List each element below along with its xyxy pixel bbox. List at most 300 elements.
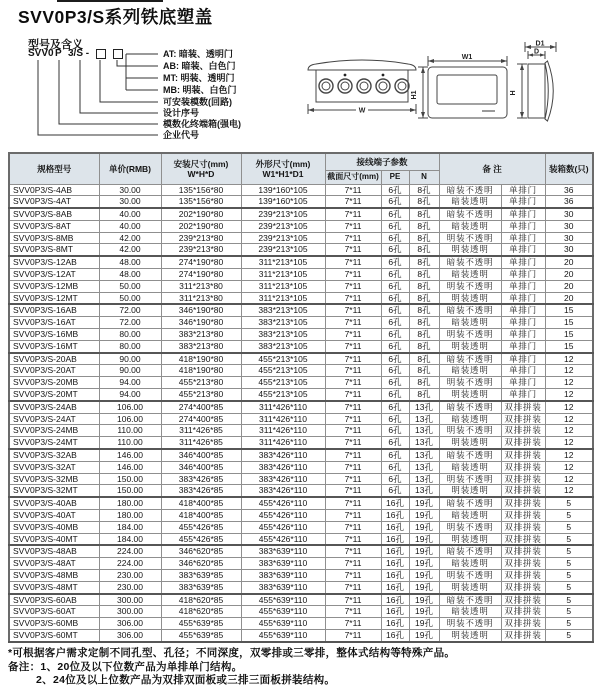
door-type-cell: 双排拼装 <box>501 545 545 557</box>
n-cell: 19孔 <box>409 629 439 641</box>
price-cell: 224.00 <box>99 545 161 557</box>
model-cell: SVV0P3/S-48MT <box>9 581 99 593</box>
install-size-cell: 274*400*85 <box>161 413 241 425</box>
model-cell: SVV0P3/S-24AT <box>9 413 99 425</box>
model-cell: SVV0P3/S-12MT <box>9 292 99 304</box>
price-cell: 80.00 <box>99 329 161 341</box>
n-cell: 19孔 <box>409 606 439 618</box>
price-cell: 94.00 <box>99 377 161 389</box>
door-type-cell: 双排拼装 <box>501 594 545 606</box>
n-cell: 8孔 <box>409 184 439 196</box>
overall-size-cell: 455*213*105 <box>241 377 325 389</box>
n-cell: 13孔 <box>409 413 439 425</box>
door-type-cell: 单排门 <box>501 256 545 268</box>
mount-type-cell: 暗装不透明 <box>439 594 501 606</box>
qty-cell: 12 <box>545 413 593 425</box>
door-type-cell: 单排门 <box>501 269 545 281</box>
mount-type-cell: 明装透明 <box>439 244 501 256</box>
overall-size-cell: 311*426*110 <box>241 425 325 437</box>
col-header-overall-size <box>241 153 325 184</box>
n-cell: 13孔 <box>409 461 439 473</box>
overall-size-cell: 311*213*105 <box>241 269 325 281</box>
n-cell: 19孔 <box>409 558 439 570</box>
door-type-cell: 双排拼装 <box>501 570 545 582</box>
model-cell: SVV0P3/S-60MB <box>9 618 99 630</box>
price-cell: 80.00 <box>99 340 161 352</box>
price-cell: 72.00 <box>99 317 161 329</box>
mount-type-cell: 暗装透明 <box>439 461 501 473</box>
overall-size-cell: 383*426*110 <box>241 473 325 485</box>
install-size-cell: 383*426*85 <box>161 485 241 497</box>
model-cell: SVV0P3/S-8MB <box>9 232 99 244</box>
table-row <box>9 629 593 641</box>
install-size-cell: 455*426*85 <box>161 533 241 545</box>
overall-size-cell: 139*160*105 <box>241 196 325 208</box>
mount-type-cell: 暗装不透明 <box>439 449 501 461</box>
pe-cell: 6孔 <box>381 220 409 232</box>
install-size-cell: 455*426*85 <box>161 521 241 533</box>
table-row <box>9 485 593 497</box>
install-size-cell: 455*639*85 <box>161 618 241 630</box>
door-type-cell: 双排拼装 <box>501 425 545 437</box>
table-row <box>9 208 593 220</box>
model-tree-label: MB: 明装、白色门 <box>163 85 237 95</box>
install-size-cell: 311*213*80 <box>161 280 241 292</box>
install-size-cell: 274*400*85 <box>161 401 241 413</box>
overall-size-cell: 311*426*110 <box>241 437 325 449</box>
qty-cell: 20 <box>545 269 593 281</box>
model-tree-label: 设计序号 <box>163 108 200 118</box>
install-size-cell: 346*620*85 <box>161 558 241 570</box>
section-size-cell: 7*11 <box>325 618 381 630</box>
table-row <box>9 389 593 401</box>
qty-cell: 5 <box>545 629 593 641</box>
mount-type-cell: 暗装不透明 <box>439 545 501 557</box>
qty-cell: 36 <box>545 184 593 196</box>
overall-size-cell: 455*426*110 <box>241 521 325 533</box>
section-size-cell: 7*11 <box>325 269 381 281</box>
price-cell: 300.00 <box>99 594 161 606</box>
n-cell: 13孔 <box>409 425 439 437</box>
door-type-cell: 单排门 <box>501 196 545 208</box>
mount-type-cell: 明装透明 <box>439 629 501 641</box>
overall-size-cell: 383*426*110 <box>241 461 325 473</box>
code-token-series: P <box>55 48 62 59</box>
qty-cell: 5 <box>545 533 593 545</box>
overall-size-cell: 455*426*110 <box>241 497 325 509</box>
table-row <box>9 618 593 630</box>
scan-artifact-line <box>57 0 163 2</box>
spec-table-header <box>9 153 593 184</box>
install-size-cell: 239*213*80 <box>161 232 241 244</box>
table-row <box>9 473 593 485</box>
n-cell: 8孔 <box>409 292 439 304</box>
overall-size-cell: 383*639*110 <box>241 545 325 557</box>
price-cell: 184.00 <box>99 521 161 533</box>
pe-cell: 6孔 <box>381 317 409 329</box>
table-row <box>9 521 593 533</box>
pe-cell: 6孔 <box>381 196 409 208</box>
door-type-cell: 双排拼装 <box>501 521 545 533</box>
price-cell: 40.00 <box>99 220 161 232</box>
col-header-install-size <box>161 153 241 184</box>
mount-type-cell: 明装透明 <box>439 485 501 497</box>
section-size-cell: 7*11 <box>325 389 381 401</box>
door-type-cell: 单排门 <box>501 340 545 352</box>
table-row <box>9 196 593 208</box>
price-cell: 42.00 <box>99 232 161 244</box>
model-cell: SVV0P3/S-12AT <box>9 269 99 281</box>
mount-type-cell: 明装不透明 <box>439 570 501 582</box>
section-size-cell: 7*11 <box>325 437 381 449</box>
install-size-cell: 239*213*80 <box>161 244 241 256</box>
table-row <box>9 594 593 606</box>
section-size-cell: 7*11 <box>325 510 381 522</box>
section-size-cell: 7*11 <box>325 317 381 329</box>
section-size-cell: 7*11 <box>325 329 381 341</box>
model-cell: SVV0P3/S-12AB <box>9 256 99 268</box>
section-size-cell: 7*11 <box>325 304 381 316</box>
qty-cell: 12 <box>545 389 593 401</box>
col-header-qty: 装箱数(只) <box>545 153 593 184</box>
install-size-cell: 383*426*85 <box>161 473 241 485</box>
mount-type-cell: 暗装透明 <box>439 365 501 377</box>
door-type-cell: 双排拼装 <box>501 473 545 485</box>
qty-cell: 30 <box>545 232 593 244</box>
col-header-remark: 备 注 <box>439 153 545 184</box>
model-cell: SVV0P3/S-40AT <box>9 510 99 522</box>
overall-size-cell: 455*213*105 <box>241 365 325 377</box>
mount-type-cell: 明装不透明 <box>439 618 501 630</box>
pe-cell: 16孔 <box>381 521 409 533</box>
door-type-cell: 双排拼装 <box>501 485 545 497</box>
pe-cell: 6孔 <box>381 244 409 256</box>
qty-cell: 30 <box>545 244 593 256</box>
qty-cell: 20 <box>545 256 593 268</box>
model-cell: SVV0P3/S-16AT <box>9 317 99 329</box>
door-type-cell: 双排拼装 <box>501 461 545 473</box>
section-size-cell: 7*11 <box>325 184 381 196</box>
install-size-cell: 311*426*85 <box>161 425 241 437</box>
mount-type-cell: 明装透明 <box>439 292 501 304</box>
door-type-cell: 单排门 <box>501 317 545 329</box>
mount-type-cell: 暗装透明 <box>439 269 501 281</box>
col-header-overall-size-line2: W1*H1*D1 <box>262 168 304 179</box>
mount-type-cell: 明装透明 <box>439 437 501 449</box>
pe-cell: 6孔 <box>381 401 409 413</box>
install-size-cell: 455*213*80 <box>161 389 241 401</box>
qty-cell: 5 <box>545 594 593 606</box>
price-cell: 184.00 <box>99 533 161 545</box>
door-type-cell: 双排拼装 <box>501 401 545 413</box>
overall-size-cell: 239*213*105 <box>241 232 325 244</box>
mount-type-cell: 明装透明 <box>439 533 501 545</box>
note-remark-1: 备注：1、20位及以下位数产品为单排单门结构。 <box>8 661 243 673</box>
install-size-cell: 346*620*85 <box>161 545 241 557</box>
price-cell: 90.00 <box>99 365 161 377</box>
table-row <box>9 533 593 545</box>
section-size-cell: 7*11 <box>325 449 381 461</box>
price-cell: 30.00 <box>99 184 161 196</box>
mount-type-cell: 暗装透明 <box>439 606 501 618</box>
model-cell: SVV0P3/S-60AT <box>9 606 99 618</box>
model-cell: SVV0P3/S-16MB <box>9 329 99 341</box>
pe-cell: 16孔 <box>381 570 409 582</box>
model-meaning-heading: 型号及含义 <box>28 39 83 51</box>
section-size-cell: 7*11 <box>325 497 381 509</box>
install-size-cell: 346*400*85 <box>161 449 241 461</box>
price-cell: 72.00 <box>99 304 161 316</box>
overall-size-cell: 455*426*110 <box>241 533 325 545</box>
mount-type-cell: 明装透明 <box>439 581 501 593</box>
install-size-cell: 383*213*80 <box>161 340 241 352</box>
pe-cell: 6孔 <box>381 449 409 461</box>
door-type-cell: 双排拼装 <box>501 497 545 509</box>
price-cell: 146.00 <box>99 461 161 473</box>
price-cell: 40.00 <box>99 208 161 220</box>
table-row <box>9 377 593 389</box>
section-size-cell: 7*11 <box>325 340 381 352</box>
section-size-cell: 7*11 <box>325 401 381 413</box>
mount-type-cell: 明装透明 <box>439 340 501 352</box>
door-type-cell: 双排拼装 <box>501 606 545 618</box>
n-cell: 8孔 <box>409 340 439 352</box>
install-size-cell: 135*156*80 <box>161 184 241 196</box>
overall-size-cell: 383*213*105 <box>241 317 325 329</box>
install-size-cell: 455*639*85 <box>161 629 241 641</box>
n-cell: 13孔 <box>409 401 439 413</box>
door-type-cell: 双排拼装 <box>501 413 545 425</box>
overall-size-cell: 455*426*110 <box>241 510 325 522</box>
price-cell: 224.00 <box>99 558 161 570</box>
overall-size-cell: 311*426*110 <box>241 413 325 425</box>
table-row <box>9 317 593 329</box>
price-cell: 230.00 <box>99 570 161 582</box>
mount-type-cell: 暗装不透明 <box>439 497 501 509</box>
door-type-cell: 单排门 <box>501 329 545 341</box>
pe-cell: 6孔 <box>381 184 409 196</box>
table-row <box>9 497 593 509</box>
table-row <box>9 353 593 365</box>
install-size-cell: 418*620*85 <box>161 606 241 618</box>
price-cell: 306.00 <box>99 629 161 641</box>
pe-cell: 16孔 <box>381 497 409 509</box>
col-header-overall-size-line1: 外形尺寸(mm) <box>255 158 311 169</box>
overall-size-cell: 239*213*105 <box>241 244 325 256</box>
pe-cell: 6孔 <box>381 425 409 437</box>
table-row <box>9 244 593 256</box>
qty-cell: 15 <box>545 340 593 352</box>
n-cell: 19孔 <box>409 510 439 522</box>
install-size-cell: 383*639*85 <box>161 581 241 593</box>
note-custom-products: *可根据客户需求定制不同孔型、孔径；不同深度，双零排或三零排，整体式结构等特殊产品。 <box>8 647 456 659</box>
table-row <box>9 425 593 437</box>
col-header-price: 单价(RMB) <box>99 153 161 184</box>
overall-size-cell: 455*639*110 <box>241 594 325 606</box>
model-cell: SVV0P3/S-60MT <box>9 629 99 641</box>
n-cell: 8孔 <box>409 256 439 268</box>
overall-size-cell: 383*426*110 <box>241 485 325 497</box>
mount-type-cell: 明装不透明 <box>439 280 501 292</box>
dim-label-h: H <box>510 90 517 96</box>
section-size-cell: 7*11 <box>325 606 381 618</box>
n-cell: 19孔 <box>409 618 439 630</box>
section-size-cell: 7*11 <box>325 558 381 570</box>
door-type-cell: 单排门 <box>501 292 545 304</box>
model-cell: SVV0P3/S-32MT <box>9 485 99 497</box>
install-size-cell: 418*400*85 <box>161 510 241 522</box>
door-type-cell: 单排门 <box>501 377 545 389</box>
section-size-cell: 7*11 <box>325 353 381 365</box>
note-remark-2: 2、24位及以上位数产品为双排双面板或三排三面板拼装结构。 <box>36 674 336 686</box>
pe-cell: 6孔 <box>381 329 409 341</box>
mount-type-cell: 暗装透明 <box>439 317 501 329</box>
section-size-cell: 7*11 <box>325 485 381 497</box>
door-type-cell: 单排门 <box>501 389 545 401</box>
door-type-cell: 双排拼装 <box>501 437 545 449</box>
model-cell: SVV0P3/S-24AB <box>9 401 99 413</box>
price-cell: 300.00 <box>99 606 161 618</box>
table-row <box>9 256 593 268</box>
n-cell: 13孔 <box>409 485 439 497</box>
section-size-cell: 7*11 <box>325 521 381 533</box>
table-row <box>9 461 593 473</box>
mount-type-cell: 暗装透明 <box>439 196 501 208</box>
n-cell: 8孔 <box>409 244 439 256</box>
install-size-cell: 311*426*85 <box>161 437 241 449</box>
qty-cell: 5 <box>545 510 593 522</box>
qty-cell: 20 <box>545 280 593 292</box>
pe-cell: 6孔 <box>381 208 409 220</box>
model-cell: SVV0P3/S-48AB <box>9 545 99 557</box>
table-row <box>9 581 593 593</box>
n-cell: 13孔 <box>409 449 439 461</box>
install-size-cell: 202*190*80 <box>161 208 241 220</box>
pe-cell: 16孔 <box>381 606 409 618</box>
door-type-cell: 单排门 <box>501 353 545 365</box>
table-row <box>9 449 593 461</box>
overall-size-cell: 383*426*110 <box>241 449 325 461</box>
mount-type-cell: 明装不透明 <box>439 521 501 533</box>
model-tree-label: AT: 暗装、透明门 <box>163 49 233 59</box>
pe-cell: 6孔 <box>381 461 409 473</box>
model-cell: SVV0P3/S-20MB <box>9 377 99 389</box>
door-type-cell: 双排拼装 <box>501 629 545 641</box>
model-cell: SVV0P3/S-40AB <box>9 497 99 509</box>
overall-size-cell: 383*213*105 <box>241 340 325 352</box>
qty-cell: 12 <box>545 485 593 497</box>
col-header-model: 规格型号 <box>9 153 99 184</box>
overall-size-cell: 455*639*110 <box>241 629 325 641</box>
price-cell: 50.00 <box>99 280 161 292</box>
door-type-cell: 单排门 <box>501 244 545 256</box>
overall-size-cell: 383*213*105 <box>241 329 325 341</box>
qty-cell: 36 <box>545 196 593 208</box>
pe-cell: 6孔 <box>381 353 409 365</box>
qty-cell: 30 <box>545 208 593 220</box>
qty-cell: 5 <box>545 545 593 557</box>
drawing-box-holes <box>308 60 416 114</box>
n-cell: 13孔 <box>409 437 439 449</box>
col-header-section-size: 截面尺寸(mm) <box>325 170 381 184</box>
qty-cell: 12 <box>545 353 593 365</box>
n-cell: 8孔 <box>409 389 439 401</box>
table-row <box>9 570 593 582</box>
model-tree-label: MT: 明装、透明门 <box>163 73 235 83</box>
dim-label-d1: D1 <box>535 40 545 48</box>
model-cell: SVV0P3/S-4AT <box>9 196 99 208</box>
install-size-cell: 311*213*80 <box>161 292 241 304</box>
section-size-cell: 7*11 <box>325 570 381 582</box>
install-size-cell: 346*190*80 <box>161 317 241 329</box>
model-cell: SVV0P3/S-32AT <box>9 461 99 473</box>
n-cell: 19孔 <box>409 594 439 606</box>
price-cell: 146.00 <box>99 449 161 461</box>
n-cell: 8孔 <box>409 353 439 365</box>
door-type-cell: 双排拼装 <box>501 510 545 522</box>
qty-cell: 5 <box>545 558 593 570</box>
code-token-design: 3/S - <box>68 48 90 59</box>
price-cell: 110.00 <box>99 425 161 437</box>
pe-cell: 6孔 <box>381 365 409 377</box>
mount-type-cell: 暗装不透明 <box>439 304 501 316</box>
table-row <box>9 340 593 352</box>
model-tree-label: AB: 暗装、白色门 <box>163 61 236 71</box>
model-tree-label: 模数化终端箱(强电) <box>163 119 241 129</box>
pe-cell: 16孔 <box>381 618 409 630</box>
price-cell: 48.00 <box>99 256 161 268</box>
qty-cell: 12 <box>545 377 593 389</box>
pe-cell: 16孔 <box>381 558 409 570</box>
price-cell: 42.00 <box>99 244 161 256</box>
model-cell: SVV0P3/S-24MB <box>9 425 99 437</box>
table-row <box>9 329 593 341</box>
mount-type-cell: 暗装透明 <box>439 220 501 232</box>
dim-label-d: D <box>533 48 540 56</box>
qty-cell: 20 <box>545 292 593 304</box>
spec-table-body <box>9 184 593 642</box>
n-cell: 19孔 <box>409 521 439 533</box>
qty-cell: 15 <box>545 317 593 329</box>
table-row <box>9 280 593 292</box>
table-row <box>9 558 593 570</box>
install-size-cell: 383*213*80 <box>161 329 241 341</box>
door-type-cell: 双排拼装 <box>501 558 545 570</box>
price-cell: 48.00 <box>99 269 161 281</box>
model-cell: SVV0P3/S-48AT <box>9 558 99 570</box>
door-type-cell: 单排门 <box>501 208 545 220</box>
product-drawings <box>300 40 600 140</box>
section-size-cell: 7*11 <box>325 461 381 473</box>
qty-cell: 15 <box>545 304 593 316</box>
price-cell: 230.00 <box>99 581 161 593</box>
door-type-cell: 单排门 <box>501 365 545 377</box>
door-type-cell: 单排门 <box>501 304 545 316</box>
table-row <box>9 304 593 316</box>
n-cell: 8孔 <box>409 196 439 208</box>
mount-type-cell: 暗装不透明 <box>439 256 501 268</box>
drawing-front-view <box>418 56 507 118</box>
dim-label-w1: W1 <box>461 54 473 61</box>
table-row <box>9 292 593 304</box>
model-cell: SVV0P3/S-32MB <box>9 473 99 485</box>
pe-cell: 6孔 <box>381 340 409 352</box>
model-cell: SVV0P3/S-16MT <box>9 340 99 352</box>
table-row <box>9 269 593 281</box>
pe-cell: 6孔 <box>381 473 409 485</box>
overall-size-cell: 455*213*105 <box>241 353 325 365</box>
qty-cell: 12 <box>545 449 593 461</box>
